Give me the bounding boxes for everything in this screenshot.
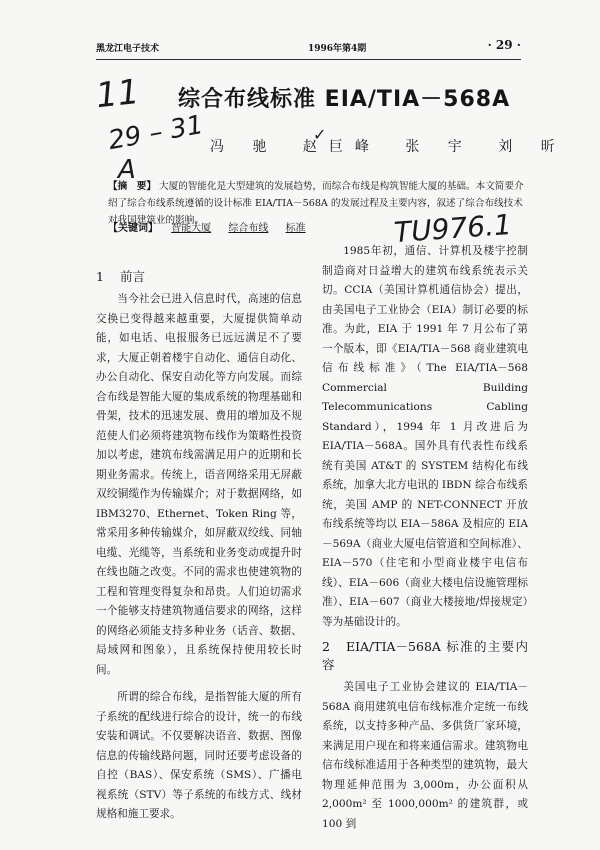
keyword: 智能大厦 <box>171 223 212 234</box>
page-number: · 29 · <box>487 38 521 52</box>
handwritten-letter: A <box>118 155 136 185</box>
handwritten-classification: TU976.1 <box>392 207 513 250</box>
keywords-label: 【关键词】 <box>108 223 158 234</box>
handwritten-check: ✓ <box>313 125 327 144</box>
abstract-label: 【摘 要】 <box>108 181 156 192</box>
body-paragraph: 当今社会已进入信息时代，高速的信息交换已变得越来越重要，大厦提供简单动能，如电话、电报服务已远远满足不了要求，大厦正朝着楼宇自动化、通信自动化、办公自动化、保安自动化等方向发展。而综合布线是智能大厦的集成系统的物理基础和骨架，技术的迅速发展、费用的增加及不规范使人们必须将建筑物布线作为策略性投资加以考虑，建筑布线需满足用户的近期和长期业务需求。传统上，语音网络采用无屏蔽双绞铜缆作为传输媒介；对于数据网络，如 IBM3270、Ethernet、Token Ring 等，常采用多种传输媒介，如屏蔽双绞线、同轴电缆、光缆等，当系统和业务变动或提升时在线也随之改变。不同的需求也使建筑物的工程和管理变得复杂和昂贵。人们迫切需求一个能够支持建筑物通信要求的网络，这样的网络必须能支持多种业务（话音、数据、局域网和图象），且系统保持使用较长时间。 <box>96 293 302 676</box>
handwritten-pages: 29 – 31 <box>106 109 206 157</box>
journal-name: 黑龙江电子技术 <box>96 44 160 54</box>
author: 赵巨峰 <box>302 139 381 155</box>
issue-label: 1996年第4期 <box>308 44 367 54</box>
body-paragraph: 美国电子工业协会建议的 EIA/TIA－568A 商用建筑电信布线标准介定统一布线系统，以支持多种产品、多供货厂家环境，来满足用户现在和将来通信需求。建筑物电信布线标准适用于各种类型的建筑物，最大物理延伸范围为 3,000m，办公面积从 2,000m² 至 1000,000m² 的建筑群，或 100 到 <box>322 681 528 830</box>
author: 刘 昕 <box>498 139 567 155</box>
section-heading <box>96 268 302 286</box>
section-heading <box>322 638 528 674</box>
author: 张 宇 <box>405 139 474 155</box>
section-number: 1 <box>96 269 104 284</box>
left-column <box>96 262 302 825</box>
body-paragraph: 所谓的综合布线，是指智能大厦的所有子系统的配线进行综合的设计，统一的布线安装和调试。不仅要解决语音、数据、图像信息的传输线路问题，同时还要考虑设备的自控（BAS）、保安系统（SMS）、广播电视系统（STV）等子系统的布线方式、线材规格和施工要求。 <box>96 691 302 820</box>
author-list <box>210 136 587 156</box>
section-title: 前言 <box>119 269 145 284</box>
abstract-text: 大厦的智能化是大型建筑的发展趋势，而综合布线是构筑智能大厦的基础。本文简要介绍了综合布线系统遵循的设计标准 EIA/TIA－568A 的发展过程及主要内容，叙述了综合布线技术对我国建筑业的影响。 <box>108 181 524 226</box>
author: 冯 驰 <box>210 139 279 155</box>
paper-title: 综合布线标准 EIA/TIA－568A <box>178 87 511 112</box>
body-paragraph: 1985年初，通信、计算机及楼宇控制制造商对日益增大的建筑布线系统表示关切。CCIA（美国计算机通信协会）提出，由美国电子工业协会（EIA）制订必要的标准。为此，EIA 于 1991 年 7 月公布了第一个版本，即《EIA/TIA－568 商业建筑电信布线标准》（The EIA/TIA－568 Commercial Building Telecommunications Cabling Standard），1994 年 1 月改进后为 EIA/TIA－568A。国外具有代表性布线系统有美国 AT&T 的 SYSTEM 结构化布线系统，加拿大北方电讯的 IBDN 综合布线系统，美国 AMP 的 NET-CONNECT 开放布线系统等均以 EIA－586A 及相应的 EIA－569A（商业大厦电信管道和空间标准）、EIA－570（住宅和小型商业楼宇电信布线）、EIA－606（商业大楼电信设施管理标准）、EIA－607（商业大楼接地/焊接规定）等为基础设计的。 <box>322 245 528 628</box>
section-title: EIA/TIA－568A 标准的主要内容 <box>322 639 528 672</box>
keywords <box>108 219 320 234</box>
section-number: 2 <box>322 639 330 654</box>
handwritten-number: 11 <box>94 71 142 117</box>
running-header <box>96 38 521 56</box>
keyword: 标准 <box>285 223 306 234</box>
right-column <box>322 242 528 834</box>
header-rule <box>96 59 521 60</box>
keyword: 综合布线 <box>228 223 269 234</box>
